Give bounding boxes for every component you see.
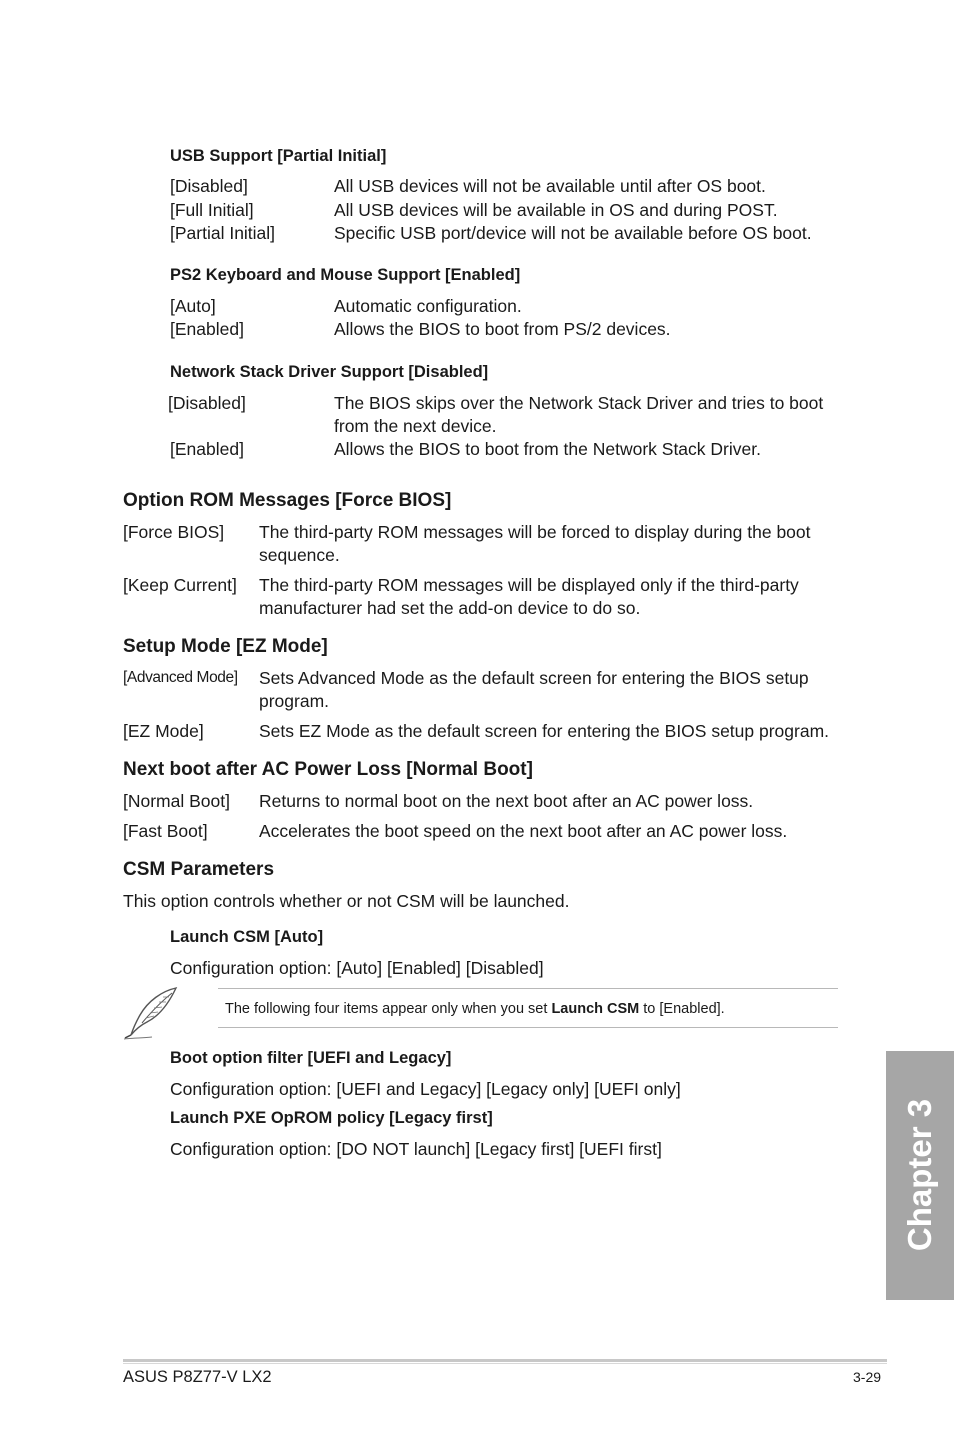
pxe-policy-config: Configuration option: [DO NOT launch] [Legacy first] [UEFI first] [170, 1139, 662, 1159]
option-desc: Accelerates the boot speed on the next boot after an AC power loss. [259, 821, 788, 841]
option-desc-continued: sequence. [259, 545, 340, 565]
option-desc: All USB devices will be available in OS and during POST. [334, 200, 778, 220]
boot-filter-config: Configuration option: [UEFI and Legacy] [Legacy only] [UEFI only] [170, 1079, 681, 1099]
quill-pen-icon [122, 985, 180, 1041]
option-desc: Automatic configuration. [334, 296, 522, 316]
option-key: [Auto] [170, 296, 216, 316]
note-text-bold: Launch CSM [551, 1001, 640, 1017]
csm-heading: CSM Parameters [123, 859, 275, 880]
option-desc: Allows the BIOS to boot from PS/2 devices. [334, 319, 671, 339]
option-key: [Enabled] [170, 439, 244, 459]
boot-filter-heading: Boot option filter [UEFI and Legacy] [170, 1049, 452, 1067]
launch-csm-config: Configuration option: [Auto] [Enabled] [Disabled] [170, 958, 544, 978]
option-desc: Allows the BIOS to boot from the Network Stack Driver. [334, 439, 761, 459]
note-bottom-rule [218, 1027, 838, 1028]
setup-mode-heading: Setup Mode [EZ Mode] [123, 636, 328, 657]
option-key: [EZ Mode] [123, 721, 204, 741]
option-key: [Fast Boot] [123, 821, 208, 841]
option-key: [Keep Current] [123, 575, 237, 595]
option-key: [Disabled] [168, 393, 246, 413]
option-desc: All USB devices will not be available until after OS boot. [334, 176, 766, 196]
option-desc-continued: manufacturer had set the add-on device to do so. [259, 598, 641, 618]
footer-rule-thin [123, 1363, 887, 1364]
option-key: [Enabled] [170, 319, 244, 339]
option-rom-heading: Option ROM Messages [Force BIOS] [123, 490, 452, 511]
option-desc: The third-party ROM messages will be displayed only if the third-party [259, 575, 799, 595]
chapter-label: Chapter 3 [901, 1098, 938, 1252]
option-key: [Partial Initial] [170, 223, 276, 243]
option-desc: Returns to normal boot on the next boot after an AC power loss. [259, 791, 754, 811]
next-boot-heading: Next boot after AC Power Loss [Normal Boot] [123, 759, 533, 780]
note-top-rule [218, 988, 838, 989]
usb-support-heading: USB Support [Partial Initial] [170, 147, 387, 165]
option-key: [Disabled] [170, 176, 248, 196]
note-text [225, 1001, 725, 1017]
option-desc: Sets EZ Mode as the default screen for entering the BIOS setup program. [259, 721, 830, 741]
footer-rule [123, 1359, 887, 1362]
note-text-pre: The following four items appear only when you set [225, 1001, 552, 1017]
option-desc: The third-party ROM messages will be forced to display during the boot [259, 522, 811, 542]
chapter-tab [886, 1051, 954, 1300]
option-desc: Specific USB port/device will not be available before OS boot. [334, 223, 812, 243]
note-text-post: to [Enabled]. [639, 1001, 725, 1017]
option-key: [Force BIOS] [123, 522, 225, 542]
footer-page-number: 3-29 [853, 1369, 882, 1385]
pxe-policy-heading: Launch PXE OpROM policy [Legacy first] [170, 1109, 493, 1127]
option-key: [Full Initial] [170, 200, 254, 220]
option-desc: The BIOS skips over the Network Stack Driver and tries to boot [334, 393, 824, 413]
csm-intro: This option controls whether or not CSM will be launched. [123, 891, 570, 911]
option-desc-continued: from the next device. [334, 416, 497, 436]
ps2-support-heading: PS2 Keyboard and Mouse Support [Enabled] [170, 266, 521, 284]
option-key: [Normal Boot] [123, 791, 230, 811]
option-key: [Advanced Mode] [123, 669, 238, 686]
footer-product: ASUS P8Z77-V LX2 [123, 1368, 272, 1386]
option-desc: Sets Advanced Mode as the default screen for entering the BIOS setup [259, 668, 809, 688]
network-stack-heading: Network Stack Driver Support [Disabled] [170, 363, 489, 381]
option-desc-continued: program. [259, 691, 330, 711]
launch-csm-heading: Launch CSM [Auto] [170, 928, 324, 946]
